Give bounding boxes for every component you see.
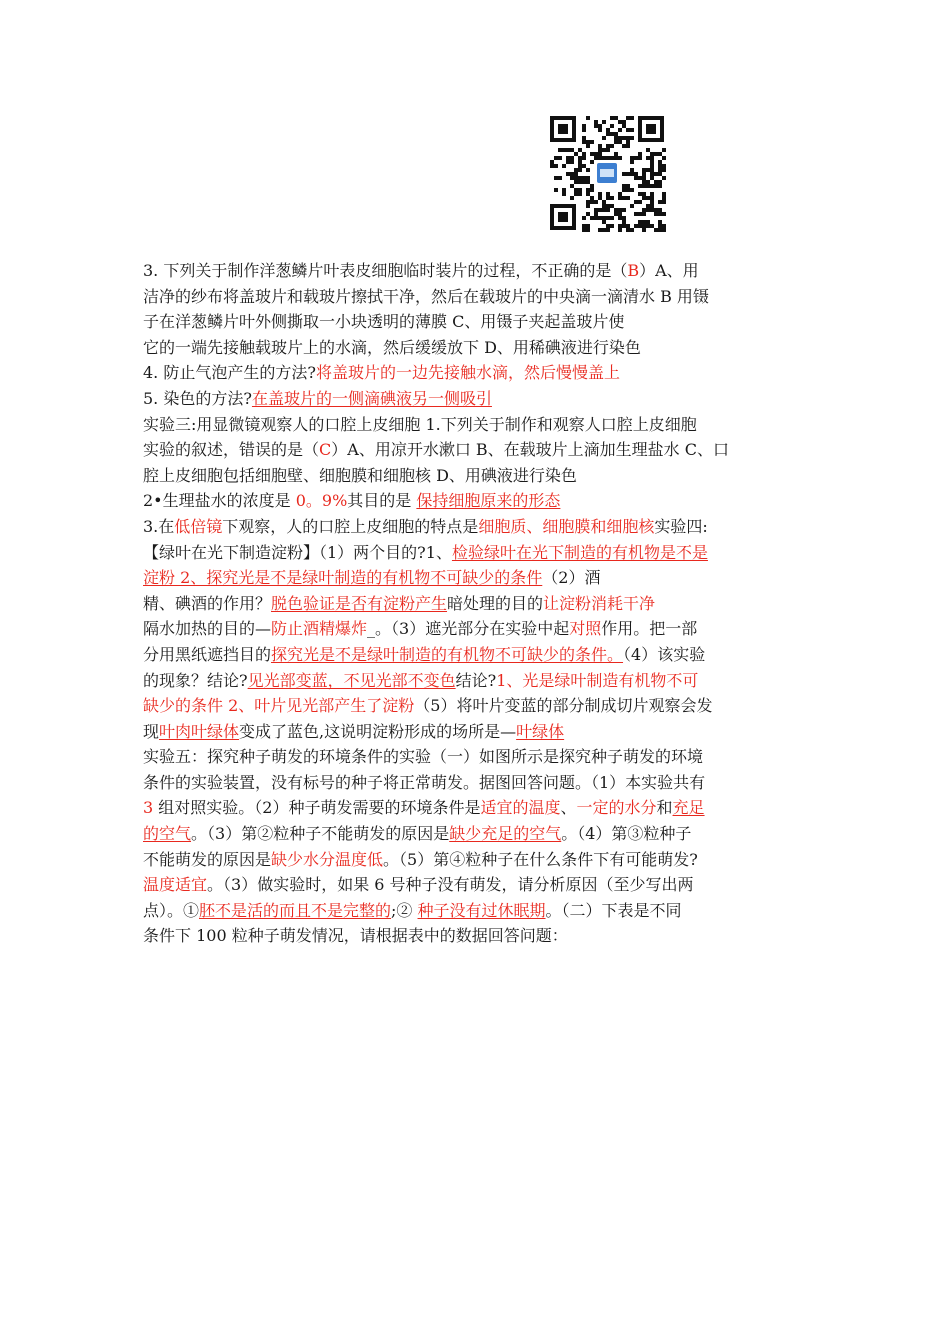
answer-text: 种子没有过休眠期 — [417, 900, 546, 920]
question-text: 实验五：探究种子萌发的环境条件的实验（一）如图所示是探究种子萌发的环境 — [143, 747, 704, 767]
question-text: 变成了蓝色,这说明淀粉形成的场所是— — [239, 721, 517, 741]
question-text: 精、碘酒的作用？ — [143, 593, 272, 613]
answer-text: 探究光是不是绿叶制造的有机物不可缺少的条件。 — [271, 644, 624, 664]
text-line — [143, 642, 811, 668]
answer-text: 温度适宜 — [143, 875, 208, 895]
text-line — [143, 821, 811, 847]
text-line — [143, 847, 811, 873]
text-line — [143, 898, 811, 924]
answer-text: 0。9% — [295, 491, 348, 511]
answer-text: 细胞质、细胞膜和细胞核 — [478, 516, 655, 536]
text-line — [143, 565, 811, 591]
question-text: 不能萌发的原因是 — [143, 849, 272, 869]
answer-text: 叶绿体 — [516, 721, 565, 741]
question-text: 的现象？结论? — [143, 670, 248, 690]
text-line — [143, 309, 811, 335]
question-text: 。（4）第③粒种子 — [561, 824, 692, 844]
question-text: 腔上皮细胞包括细胞壁、细胞膜和细胞核 D、用碘液进行染色 — [143, 465, 577, 485]
question-text: _。（3）遮光部分在实验中起 — [367, 619, 570, 639]
answer-text: 在盖玻片的一侧滴碘液另一侧吸引 — [251, 388, 492, 408]
answer-text: 叶肉叶绿体 — [159, 721, 240, 741]
question-text: 现 — [143, 721, 160, 741]
answer-text: 防止酒精爆炸 — [271, 619, 368, 639]
question-text: 。（3）第②粒种子不能萌发的原因是 — [191, 824, 450, 844]
text-line — [143, 693, 811, 719]
text-line — [143, 488, 811, 514]
question-text: 和 — [656, 798, 673, 818]
question-text: ）A、用 — [639, 261, 699, 280]
text-line — [143, 540, 811, 566]
question-text: 条件下 100 粒种子萌发情况，请根据表中的数据回答问题： — [143, 926, 568, 946]
text-line — [143, 514, 811, 540]
question-text: 点）。① — [143, 900, 200, 920]
question-text: 3. 下列关于制作洋葱鳞片叶表皮细胞临时装片的过程，不正确的是（ — [143, 261, 628, 280]
text-line — [143, 258, 811, 284]
question-text: 。（5）第④粒种子在什么条件下有可能萌发? — [383, 849, 698, 869]
text-line — [143, 360, 811, 386]
question-text: （5）将叶片变蓝的部分制成切片观察会发 — [414, 696, 713, 716]
answer-text: 缺少充足的空气 — [449, 824, 562, 844]
question-text: 2•生理盐水的浓度是 — [143, 491, 296, 511]
document-body — [143, 258, 811, 949]
question-text: 实验三:用显微镜观察人的口腔上皮细胞 1.下列关于制作和观察人口腔上皮细胞 — [143, 414, 697, 434]
question-text: 隔水加热的目的— — [143, 619, 272, 639]
text-line — [143, 616, 811, 642]
question-text: ;② — [391, 900, 418, 920]
question-text: 条件的实验装置，没有标号的种子将正常萌发。据图回答问题。（1）本实验共有 — [143, 772, 706, 792]
answer-text: 脱色验证是否有淀粉产生 — [271, 593, 448, 613]
answer-text: 缺少的条件 2、叶片见光部产生了淀粉 — [143, 696, 415, 716]
question-text: 组对照实验。（2）种子萌发需要的环境条件是 — [153, 798, 481, 818]
answer-text: 3 — [143, 798, 154, 818]
text-line — [143, 437, 811, 463]
answer-text: 1、光是绿叶制造有机物不可 — [496, 670, 699, 690]
text-line — [143, 770, 811, 796]
text-line — [143, 412, 811, 438]
text-line — [143, 923, 811, 949]
answer-text: 淀粉 2、探究光是不是绿叶制造的有机物不可缺少的条件 — [143, 568, 543, 588]
question-text: 【绿叶在光下制造淀粉】（1）两个目的?1、 — [143, 542, 452, 562]
question-text: 。（二）下表是不同 — [545, 900, 682, 920]
answer-text: 低倍镜 — [174, 516, 223, 536]
text-line — [143, 795, 811, 821]
answer-text: 缺少水分温度低 — [271, 849, 384, 869]
answer-text: B — [627, 261, 640, 280]
question-text: 5. 染色的方法? — [143, 388, 252, 408]
question-text: 其目的是 — [347, 491, 417, 511]
question-text: 、 — [560, 798, 577, 818]
text-line — [143, 386, 811, 412]
question-text: ）A、用凉开水漱口 B、在载玻片上滴加生理盐水 C、口 — [331, 440, 729, 460]
answer-text: 对照 — [569, 619, 602, 639]
text-line — [143, 335, 811, 361]
text-line — [143, 744, 811, 770]
question-text: 。（3）做实验时，如果 6 号种子没有萌发，请分析原因（至少写出两 — [207, 875, 694, 895]
question-text: 结论? — [455, 670, 497, 690]
answer-text: C — [319, 440, 332, 460]
text-line — [143, 719, 811, 745]
answer-text: 见光部变蓝，不见光部不变色 — [247, 670, 456, 690]
qr-code-icon — [548, 114, 666, 232]
question-text: 3.在 — [143, 516, 175, 536]
answer-text: 一定的水分 — [576, 798, 657, 818]
question-text: 作用。把一部 — [601, 619, 698, 639]
question-text: 4. 防止气泡产生的方法? — [143, 363, 316, 383]
answer-text: 保持细胞原来的形态 — [416, 491, 561, 511]
text-line — [143, 668, 811, 694]
text-line — [143, 872, 811, 898]
text-line — [143, 591, 811, 617]
question-text: 分用黑纸遮挡目的 — [143, 644, 272, 664]
answer-text: 让淀粉消耗干净 — [543, 593, 656, 613]
question-text: 暗处理的目的 — [447, 593, 544, 613]
question-text: 实验的叙述，错误的是（ — [143, 440, 320, 460]
answer-text: 的空气 — [143, 824, 192, 844]
question-text: 它的一端先接触载玻片上的水滴，然后缓缓放下 D、用稀碘液进行染色 — [143, 337, 641, 357]
answer-text: 适宜的温度 — [480, 798, 561, 818]
question-text: （2）酒 — [542, 568, 601, 588]
answer-text: 检验绿叶在光下制造的有机物是不是 — [451, 542, 708, 562]
text-line — [143, 463, 811, 489]
question-text: 洁净的纱布将盖玻片和载玻片擦拭干净，然后在载玻片的中央滴一滴清水 B 用镊 — [143, 286, 709, 306]
question-text: （4）该实验 — [623, 644, 706, 664]
answer-text: 充足 — [672, 798, 705, 818]
answer-text: 胚不是活的而且不是完整的 — [199, 900, 392, 920]
question-text: 子在洋葱鳞片叶外侧撕取一小块透明的薄膜 C、用镊子夹起盖玻片使 — [143, 312, 625, 332]
question-text: 下观察，人的口腔上皮细胞的特点是 — [222, 516, 479, 536]
question-text: 实验四: — [654, 516, 708, 536]
text-line — [143, 284, 811, 310]
answer-text: 将盖玻片的一边先接触水滴，然后慢慢盖上 — [315, 363, 620, 383]
